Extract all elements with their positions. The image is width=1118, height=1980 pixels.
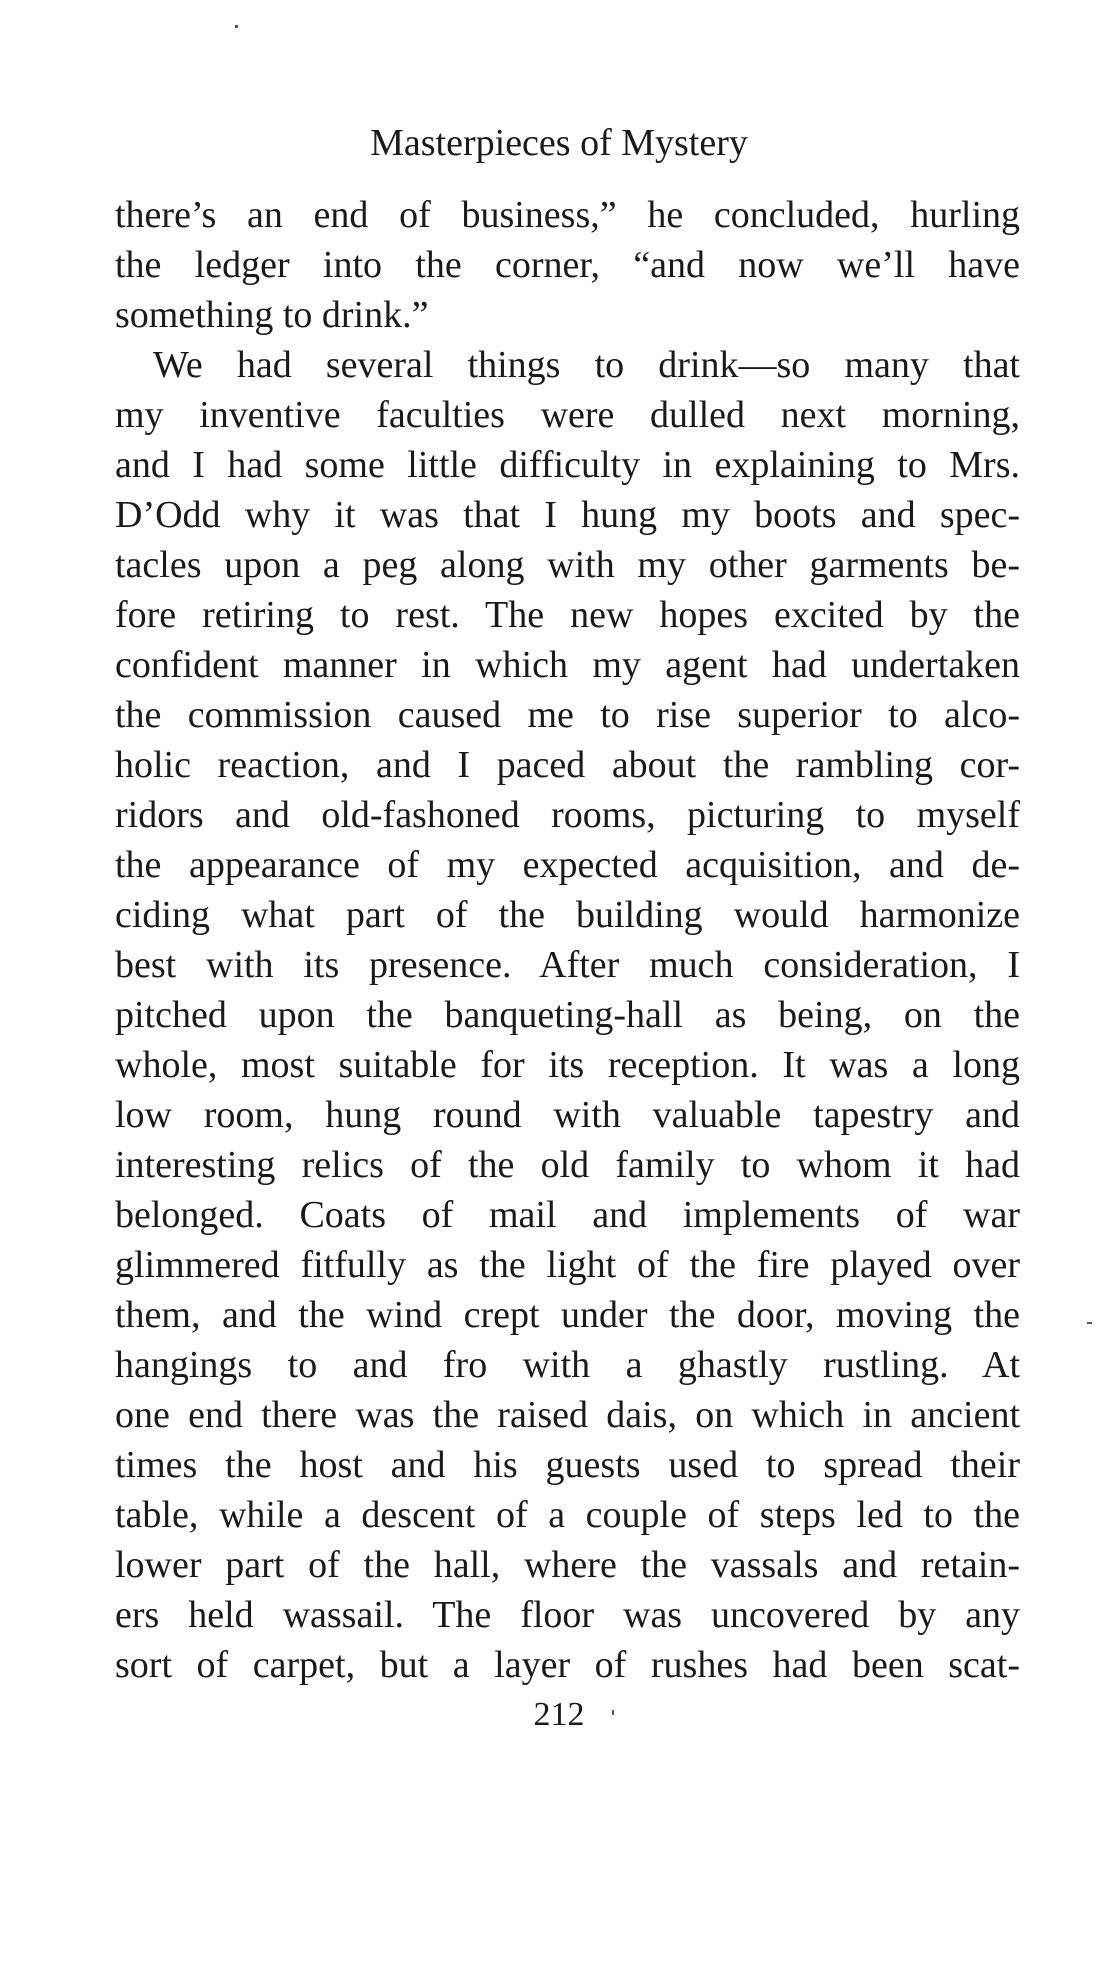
paragraph	[115, 190, 1020, 340]
page-number: 212	[533, 1696, 585, 1733]
scan-speck	[235, 25, 238, 28]
text-line: glimmered fitfully as the light of the fire played over	[115, 1244, 1020, 1286]
text-line: low room, hung round with valuable tapestry and	[115, 1094, 1020, 1136]
text-line: We had several things to drink—so many that	[153, 344, 1020, 386]
text-line: the commission caused me to rise superior to alco-	[115, 694, 1020, 736]
body-text	[115, 190, 1020, 1690]
scan-speck	[1087, 1322, 1092, 1324]
text-line: there’s an end of business,” he concluded, hurling	[115, 194, 1020, 236]
text-line: something to drink.”	[115, 294, 429, 336]
text-line: ers held wassail. The floor was uncovered by any	[115, 1594, 1020, 1636]
text-line: the ledger into the corner, “and now we’ll have	[115, 244, 1020, 286]
text-line: table, while a descent of a couple of steps led to the	[115, 1494, 1020, 1536]
text-line: hangings to and fro with a ghastly rustling. At	[115, 1344, 1020, 1386]
text-line: ciding what part of the building would harmonize	[115, 894, 1020, 936]
text-line: D’Odd why it was that I hung my boots and spec-	[115, 494, 1020, 536]
text-line: lower part of the hall, where the vassals and retain-	[115, 1544, 1020, 1586]
text-line: pitched upon the banqueting-hall as being, on the	[115, 994, 1020, 1036]
text-line: my inventive faculties were dulled next morning,	[115, 394, 1020, 436]
text-line: holic reaction, and I paced about the rambling cor-	[115, 744, 1020, 786]
running-header: Masterpieces of Mystery	[370, 122, 748, 164]
text-line: sort of carpet, but a layer of rushes had been scat-	[115, 1644, 1020, 1686]
text-line: tacles upon a peg along with my other garments be-	[115, 544, 1020, 586]
text-line: times the host and his guests used to spread their	[115, 1444, 1020, 1486]
text-line: belonged. Coats of mail and implements of war	[115, 1194, 1020, 1236]
text-line: best with its presence. After much consideration, I	[115, 944, 1020, 986]
text-line: whole, most suitable for its reception. It was a long	[115, 1044, 1020, 1086]
text-line: one end there was the raised dais, on which in ancient	[115, 1394, 1020, 1436]
text-line: ridors and old-fashoned rooms, picturing to myself	[115, 794, 1020, 836]
text-line: and I had some little difficulty in explaining to Mrs.	[115, 444, 1020, 486]
text-line: fore retiring to rest. The new hopes excited by the	[115, 594, 1020, 636]
text-line: interesting relics of the old family to whom it had	[115, 1144, 1020, 1186]
paragraph	[115, 340, 1020, 1690]
text-line: them, and the wind crept under the door, moving the	[115, 1294, 1020, 1336]
text-line: confident manner in which my agent had undertaken	[115, 644, 1020, 686]
text-line: the appearance of my expected acquisition, and de-	[115, 844, 1020, 886]
